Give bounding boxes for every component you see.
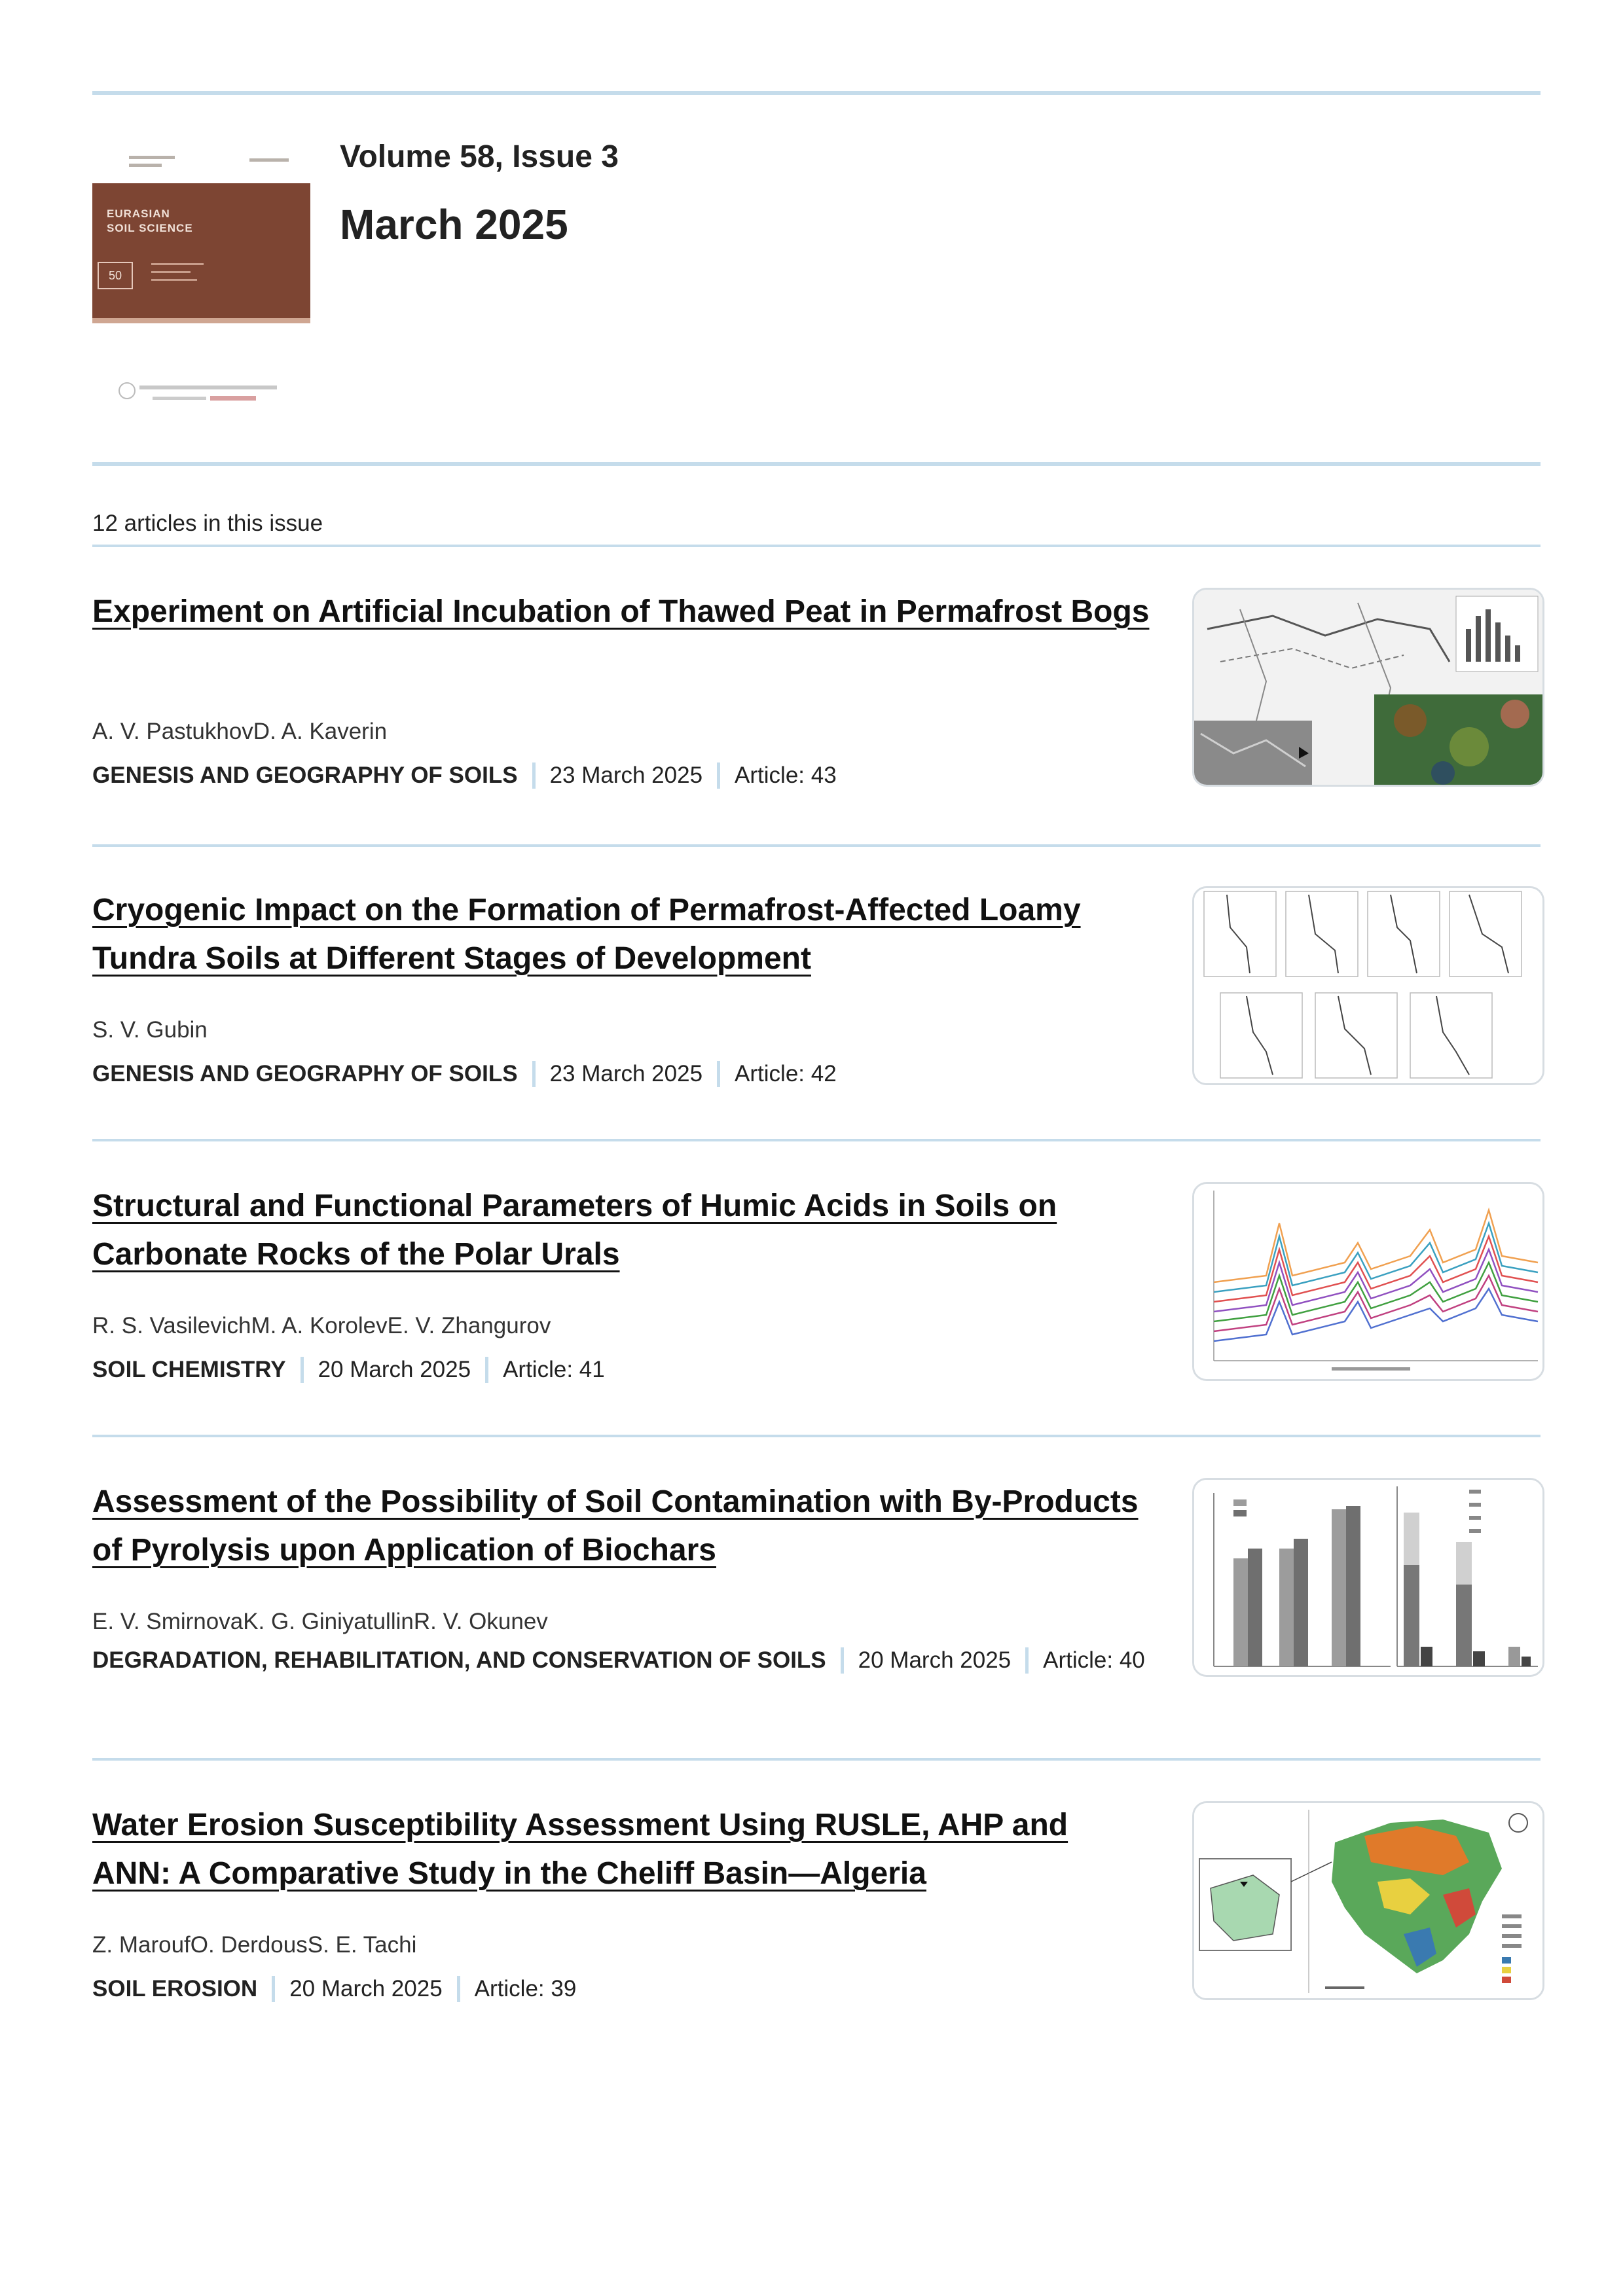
article-subject[interactable]: SOIL CHEMISTRY: [92, 1357, 286, 1382]
meta-separator: [272, 1976, 275, 2002]
meta-separator: [532, 762, 536, 789]
article-authors: Z. MaroufO. DerdousS. E. Tachi: [92, 1932, 417, 1958]
cover-title-line2: SOIL SCIENCE: [107, 222, 193, 234]
article-meta: [92, 1355, 1166, 1385]
article-divider: [92, 1435, 1541, 1437]
publisher-logo-icon: [119, 382, 136, 399]
article-authors: R. S. VasilevichM. A. KorolevE. V. Zhangurov: [92, 1313, 551, 1338]
article-title: [92, 588, 1153, 636]
meta-separator: [457, 1976, 460, 2002]
article-number: Article: 43: [735, 762, 837, 788]
article-title-link[interactable]: Assessment of the Possibility of Soil Contamination with By-Products of Pyrolysis upon Application of Biochars: [92, 1484, 1139, 1568]
article-title: [92, 1182, 1153, 1279]
cover-anniversary-mark: 50: [98, 262, 133, 289]
article-date: 23 March 2025: [549, 1061, 703, 1086]
article-number: Article: 41: [503, 1357, 605, 1382]
article-meta: [92, 1645, 1166, 1676]
article-meta: [92, 1059, 1166, 1089]
journal-cover-image[interactable]: [92, 143, 310, 418]
soil-profile-plots-figure-icon[interactable]: [1192, 886, 1544, 1085]
article-subject[interactable]: DEGRADATION, REHABILITATION, AND CONSERVATION OF SOILS: [92, 1647, 826, 1673]
meta-separator: [717, 762, 720, 789]
meta-separator: [485, 1357, 488, 1383]
article-authors: S. V. Gubin: [92, 1017, 208, 1043]
meta-separator: [717, 1061, 720, 1087]
article-meta: [92, 1974, 1166, 2004]
article-date: 20 March 2025: [318, 1357, 471, 1382]
article-divider: [92, 1139, 1541, 1141]
meta-separator: [301, 1357, 304, 1383]
article-date: 23 March 2025: [549, 762, 703, 788]
meta-separator: [532, 1061, 536, 1087]
article-date: 20 March 2025: [858, 1647, 1012, 1673]
issue-volume: Volume 58, Issue 3: [340, 139, 619, 174]
cover-title-line1: EURASIAN: [107, 207, 170, 220]
list-divider: [92, 545, 1541, 547]
meta-separator: [841, 1647, 844, 1674]
erosion-map-figure-icon[interactable]: [1192, 1801, 1544, 2000]
article-title-link[interactable]: Experiment on Artificial Incubation of Thawed Peat in Permafrost Bogs: [92, 594, 1150, 629]
article-title: [92, 886, 1153, 983]
header-divider: [92, 462, 1541, 466]
article-title-link[interactable]: Structural and Functional Parameters of Humic Acids in Soils on Carbonate Rocks of the Polar Urals: [92, 1189, 1057, 1272]
meta-separator: [1025, 1647, 1029, 1674]
article-meta: [92, 761, 1166, 791]
article-count: 12 articles in this issue: [92, 511, 323, 536]
article-title-link[interactable]: Cryogenic Impact on the Formation of Permafrost-Affected Loamy Tundra Soils at Different Stages of Development: [92, 893, 1081, 976]
article-number: Article: 42: [735, 1061, 837, 1086]
article-number: Article: 39: [474, 1976, 577, 2001]
spectra-figure-icon[interactable]: [1192, 1182, 1544, 1381]
article-authors: E. V. SmirnovaK. G. GiniyatullinR. V. Okunev: [92, 1609, 548, 1634]
article-divider: [92, 844, 1541, 847]
issue-month: March 2025: [340, 201, 568, 248]
article-title: [92, 1478, 1153, 1575]
article-title-link[interactable]: Water Erosion Susceptibility Assessment Using RUSLE, AHP and ANN: A Comparative Study in the Cheliff Basin—Algeria: [92, 1808, 1068, 1891]
map-and-satellite-figure-icon[interactable]: [1192, 588, 1544, 787]
publisher-logo: [119, 380, 289, 406]
top-divider: [92, 91, 1541, 95]
article-subject[interactable]: GENESIS AND GEOGRAPHY OF SOILS: [92, 1061, 518, 1086]
article-title: [92, 1801, 1153, 1898]
article-authors: A. V. PastukhovD. A. Kaverin: [92, 719, 388, 744]
article-date: 20 March 2025: [289, 1976, 443, 2001]
article-subject[interactable]: GENESIS AND GEOGRAPHY OF SOILS: [92, 762, 518, 788]
article-subject[interactable]: SOIL EROSION: [92, 1976, 258, 2001]
article-number: Article: 40: [1043, 1647, 1145, 1673]
bar-chart-figure-icon[interactable]: [1192, 1478, 1544, 1677]
article-divider: [92, 1758, 1541, 1761]
